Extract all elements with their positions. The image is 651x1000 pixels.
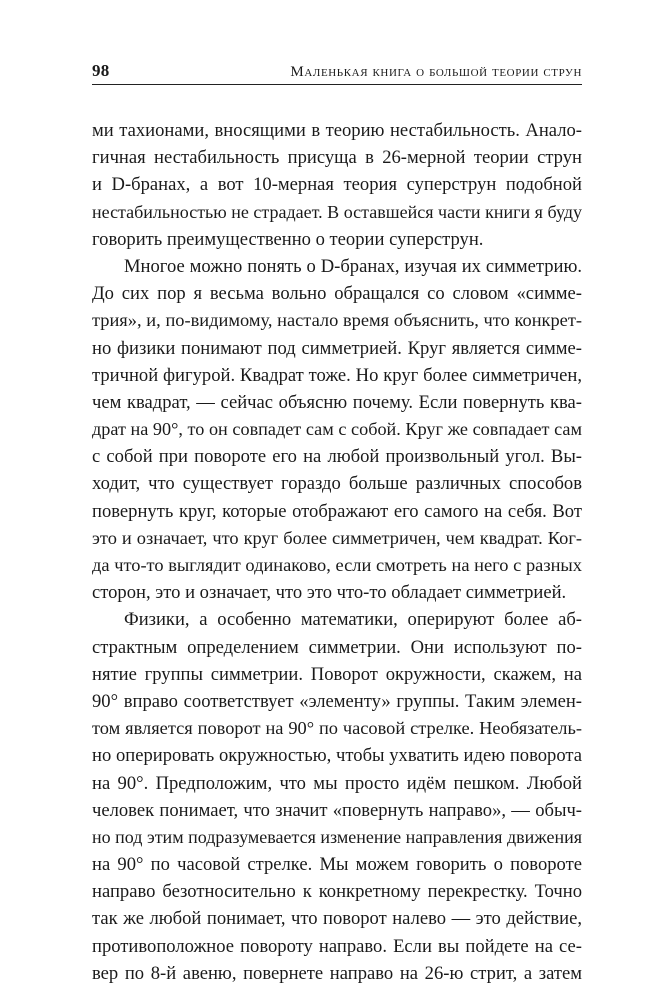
text-line: человек понимает, что значит «повернуть направо», — обыч- — [92, 799, 582, 821]
text-line: это и означает, что круг более симметричен, чем квадрат. Ког- — [92, 527, 582, 548]
text-line: да что-то выглядит одинаково, если смотреть на него с разных — [92, 555, 582, 575]
text-line: сторон, это и означает, что это что-то обладает симметрией. — [92, 582, 567, 604]
text-line: драт на 90°, то он совпадет сам с собой. Круг же совпадает сам — [92, 419, 582, 440]
text-line: повернуть круг, которые отображают его самого на себя. Вот — [92, 500, 582, 522]
text-line: и D-бранах, а вот 10-мерная теория суперструн подобной — [92, 174, 582, 196]
text-line: но под этим подразумевается изменение направления движения — [92, 826, 582, 847]
text-line: том является поворот на 90° по часовой стрелке. Необязатель- — [92, 718, 582, 739]
running-title: Маленькая книга о большой теории струн — [290, 64, 582, 80]
text-line: До сих пор я весьма вольно обращался со словом «симме- — [92, 283, 582, 305]
text-line: трия», и, по-видимому, настало время объяснить, что конкрет- — [92, 310, 582, 331]
text-line: так же любой понимает, что поворот налево — это действие, — [92, 908, 582, 930]
text-line: нятие группы симметрии. Поворот окружности, скажем, на — [92, 663, 582, 685]
text-line: говорить преимущественно о теории суперструн. — [92, 228, 484, 250]
text-line: гичная нестабильность присуща в 26-мерной теории струн — [92, 147, 582, 169]
text-line: тричной фигурой. Квадрат тоже. Но круг более симметричен, — [92, 364, 582, 386]
page-number: 98 — [92, 61, 110, 80]
text-line: чем квадрат, — сейчас объясню почему. Если повернуть ква- — [92, 391, 582, 413]
text-line: противоположное повороту направо. Если вы пойдете на се- — [92, 935, 582, 957]
text-line: вер по 8-й авеню, повернете направо на 26-ю стрит, а затем — [92, 962, 582, 984]
paragraph-first-line: Физики, а особенно математики, оперируют более аб- — [124, 609, 582, 631]
text-line: на 90°. Предположим, что мы просто идём пешком. Любой — [92, 772, 582, 794]
text-line: ми тахионами, вносящими в теорию нестабильность. Анало- — [92, 120, 582, 141]
text-line: но оперировать окружностью, чтобы ухватить идею поворота — [92, 745, 582, 767]
running-header — [92, 61, 582, 85]
paragraph-first-line: Многое можно понять о D-бранах, изучая их симметрию. — [124, 255, 582, 277]
text-line: 90° вправо соответствует «элементу» группы. Таким элемен- — [92, 690, 582, 712]
text-line: направо безотносительно к конкретному перекрестку. Точно — [92, 881, 582, 903]
text-line: нестабильностью не страдает. В оставшейся части книги я буду — [92, 201, 582, 222]
text-line: на 90° по часовой стрелке. Мы можем говорить о повороте — [92, 854, 582, 876]
body-text — [92, 117, 582, 987]
text-line: страктным определением симметрии. Они используют по- — [92, 636, 582, 658]
text-line: ходит, что существует гораздо больше различных способов — [92, 473, 582, 495]
text-line: но физики понимают под симметрией. Круг является симме- — [92, 337, 582, 359]
text-line: с собой при повороте его на любой произвольный угол. Вы- — [92, 446, 582, 468]
